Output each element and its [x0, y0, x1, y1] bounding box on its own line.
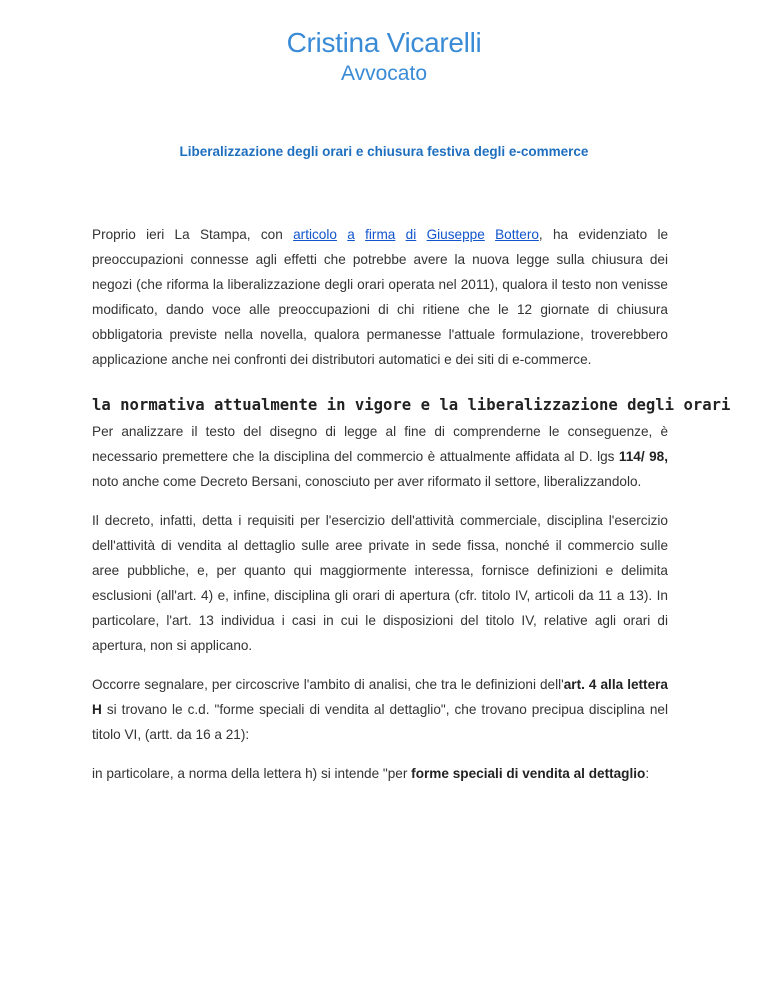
link-bottero[interactable]: Bottero [495, 227, 539, 242]
p1-text-start: Per analizzare il testo del disegno di legge al fine di comprenderne le conseguenze, è necessario premettere che la disciplina del commercio è attualmente affidata al D. lgs [92, 424, 668, 464]
section-paragraph-2: Il decreto, infatti, detta i requisiti per l'esercizio dell'attività commerciale, disciplina l'esercizio dell'attività di vendita al dettaglio sulle aree private in sede fissa, nonché il commercio sulle aree pubbliche, e, per quanto qui maggiormente interessa, fornisce definizioni e delimita esclusioni (all'art. 4) e, infine, disciplina gli orari di apertura (cfr. titolo IV, articoli da 11 a 13). In particolare, l'art. 13 individua i casi in cui le disposizioni del titolo IV, relative agli orari di apertura, non si applicano. [92, 513, 668, 653]
intro-text-start: Proprio ieri La Stampa, con [92, 227, 294, 242]
document-body [92, 222, 731, 800]
link-articolo[interactable]: articolo [293, 227, 337, 242]
link-giuseppe[interactable]: Giuseppe [426, 227, 485, 242]
p1-bold: 114/ 98, [618, 449, 668, 464]
p3-text-start: Occorre segnalare, per circoscrive l'ambito di analisi, che tra le definizioni dell' [92, 677, 564, 692]
author-role: Avvocato [341, 62, 427, 85]
section-heading: la normativa attualmente in vigore e la liberalizzazione degli orari [92, 396, 731, 414]
section-paragraph-3 [92, 672, 668, 747]
section-paragraph-4 [92, 761, 668, 786]
intro-paragraph [92, 222, 668, 372]
document-title: Liberalizzazione degli orari e chiusura festiva degli e-commerce [179, 144, 589, 159]
p4-text-start: in particolare, a norma della lettera h) si intende "per [92, 766, 412, 781]
p3-text-end: si trovano le c.d. "forme speciali di vendita al dettaglio", che trovano precipua disciplina nel titolo VI, (artt. da 16 a 21): [92, 702, 668, 742]
intro-text-end: , ha evidenziato le preoccupazioni connesse agli effetti che potrebbe avere la nuova legge sulla chiusura dei negozi (che riforma la liberalizzazione degli orari operata nel 2011), qualora il testo non venisse modificato, dando voce alle preoccupazioni di chi ritiene che le 12 giornate di chiusura obbligatoria previste nella novella, qualora permanesse l'attuale formulazione, troverebbero applicazione anche nei confronti dei distributori automatici e dei siti di e-commerce. [92, 227, 669, 367]
author-name: Cristina Vicarelli [286, 27, 482, 58]
section-paragraph-1 [92, 419, 668, 494]
p4-text-end: : [645, 766, 650, 781]
p3-bold: art. 4 alla lettera H [92, 677, 668, 717]
p4-bold: forme speciali di vendita al dettaglio [411, 766, 646, 781]
p1-text-end: noto anche come Decreto Bersani, conosciuto per aver riformato il settore, liberalizzandolo. [92, 474, 642, 489]
link-a[interactable]: a [347, 227, 355, 242]
link-di[interactable]: di [405, 227, 417, 242]
link-firma[interactable]: firma [365, 227, 396, 242]
letterhead [0, 26, 768, 87]
